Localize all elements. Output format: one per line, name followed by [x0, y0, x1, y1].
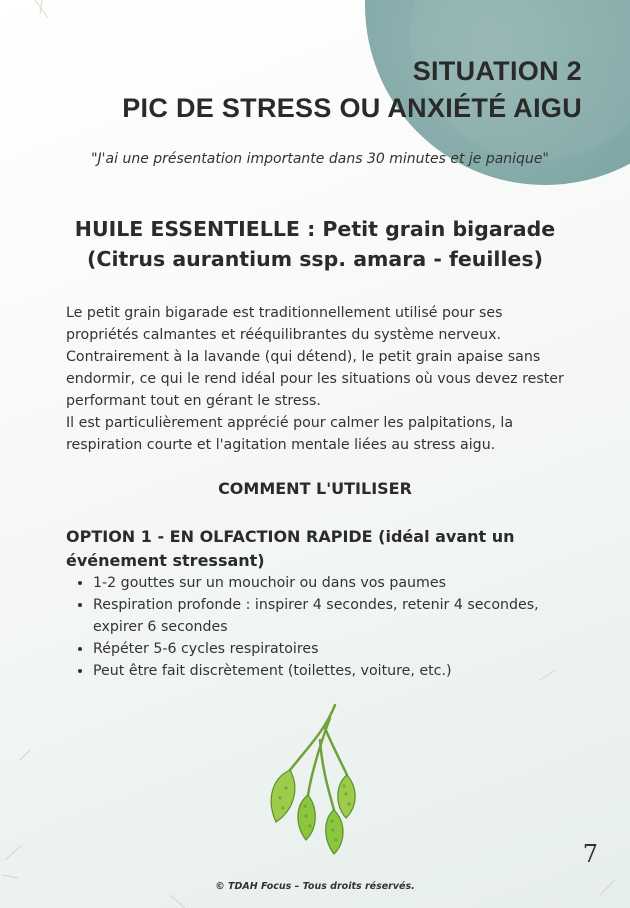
option-1-steps: [66, 572, 563, 682]
usage-heading: COMMENT L'UTILISER: [218, 479, 412, 498]
intro-text: [66, 302, 578, 456]
oil-latin-name-line: (Citrus aurantium ssp. amara - feuilles): [87, 247, 543, 271]
oil-name-line: HUILE ESSENTIELLE : Petit grain bigarade: [74, 217, 556, 241]
list-item: • Respiration profonde : inspirer 4 secondes, retenir 4 secondes, expirer 6 secondes: [93, 594, 563, 638]
leaf-illustration-icon: [250, 700, 380, 860]
situation-title: PIC DE STRESS OU ANXIÉTÉ AIGU: [122, 93, 582, 123]
option-1-heading: OPTION 1 - EN OLFACTION RAPIDE (idéal avant un événement stressant): [66, 527, 515, 570]
situation-label: SITUATION 2: [412, 56, 582, 86]
list-item: • Répéter 5-6 cycles respiratoires: [93, 638, 563, 660]
page-number: 7: [582, 840, 598, 868]
intro-paragraph-1: Le petit grain bigarade est traditionnellement utilisé pour ses propriétés calmantes et rééquilibrantes du système nerveux. Contrairement à la lavande (qui détend), le petit grain apaise sans endormir, ce qui le rend idéal pour les situations où vous devez rester performant tout en gérant le stress.: [66, 305, 564, 409]
quote-text: "J'ai une présentation importante dans 30 minutes et je panique": [91, 151, 549, 167]
list-item: • Peut être fait discrètement (toilettes, voiture, etc.): [93, 660, 563, 682]
copyright-notice: © TDAH Focus – Tous droits réservés.: [215, 881, 415, 892]
essential-oil-heading: [40, 214, 590, 274]
intro-paragraph-2: Il est particulièrement apprécié pour calmer les palpitations, la respiration courte et l'agitation mentale liées au stress aigu.: [66, 415, 514, 453]
list-item: • 1-2 gouttes sur un mouchoir ou dans vos paumes: [93, 572, 563, 594]
